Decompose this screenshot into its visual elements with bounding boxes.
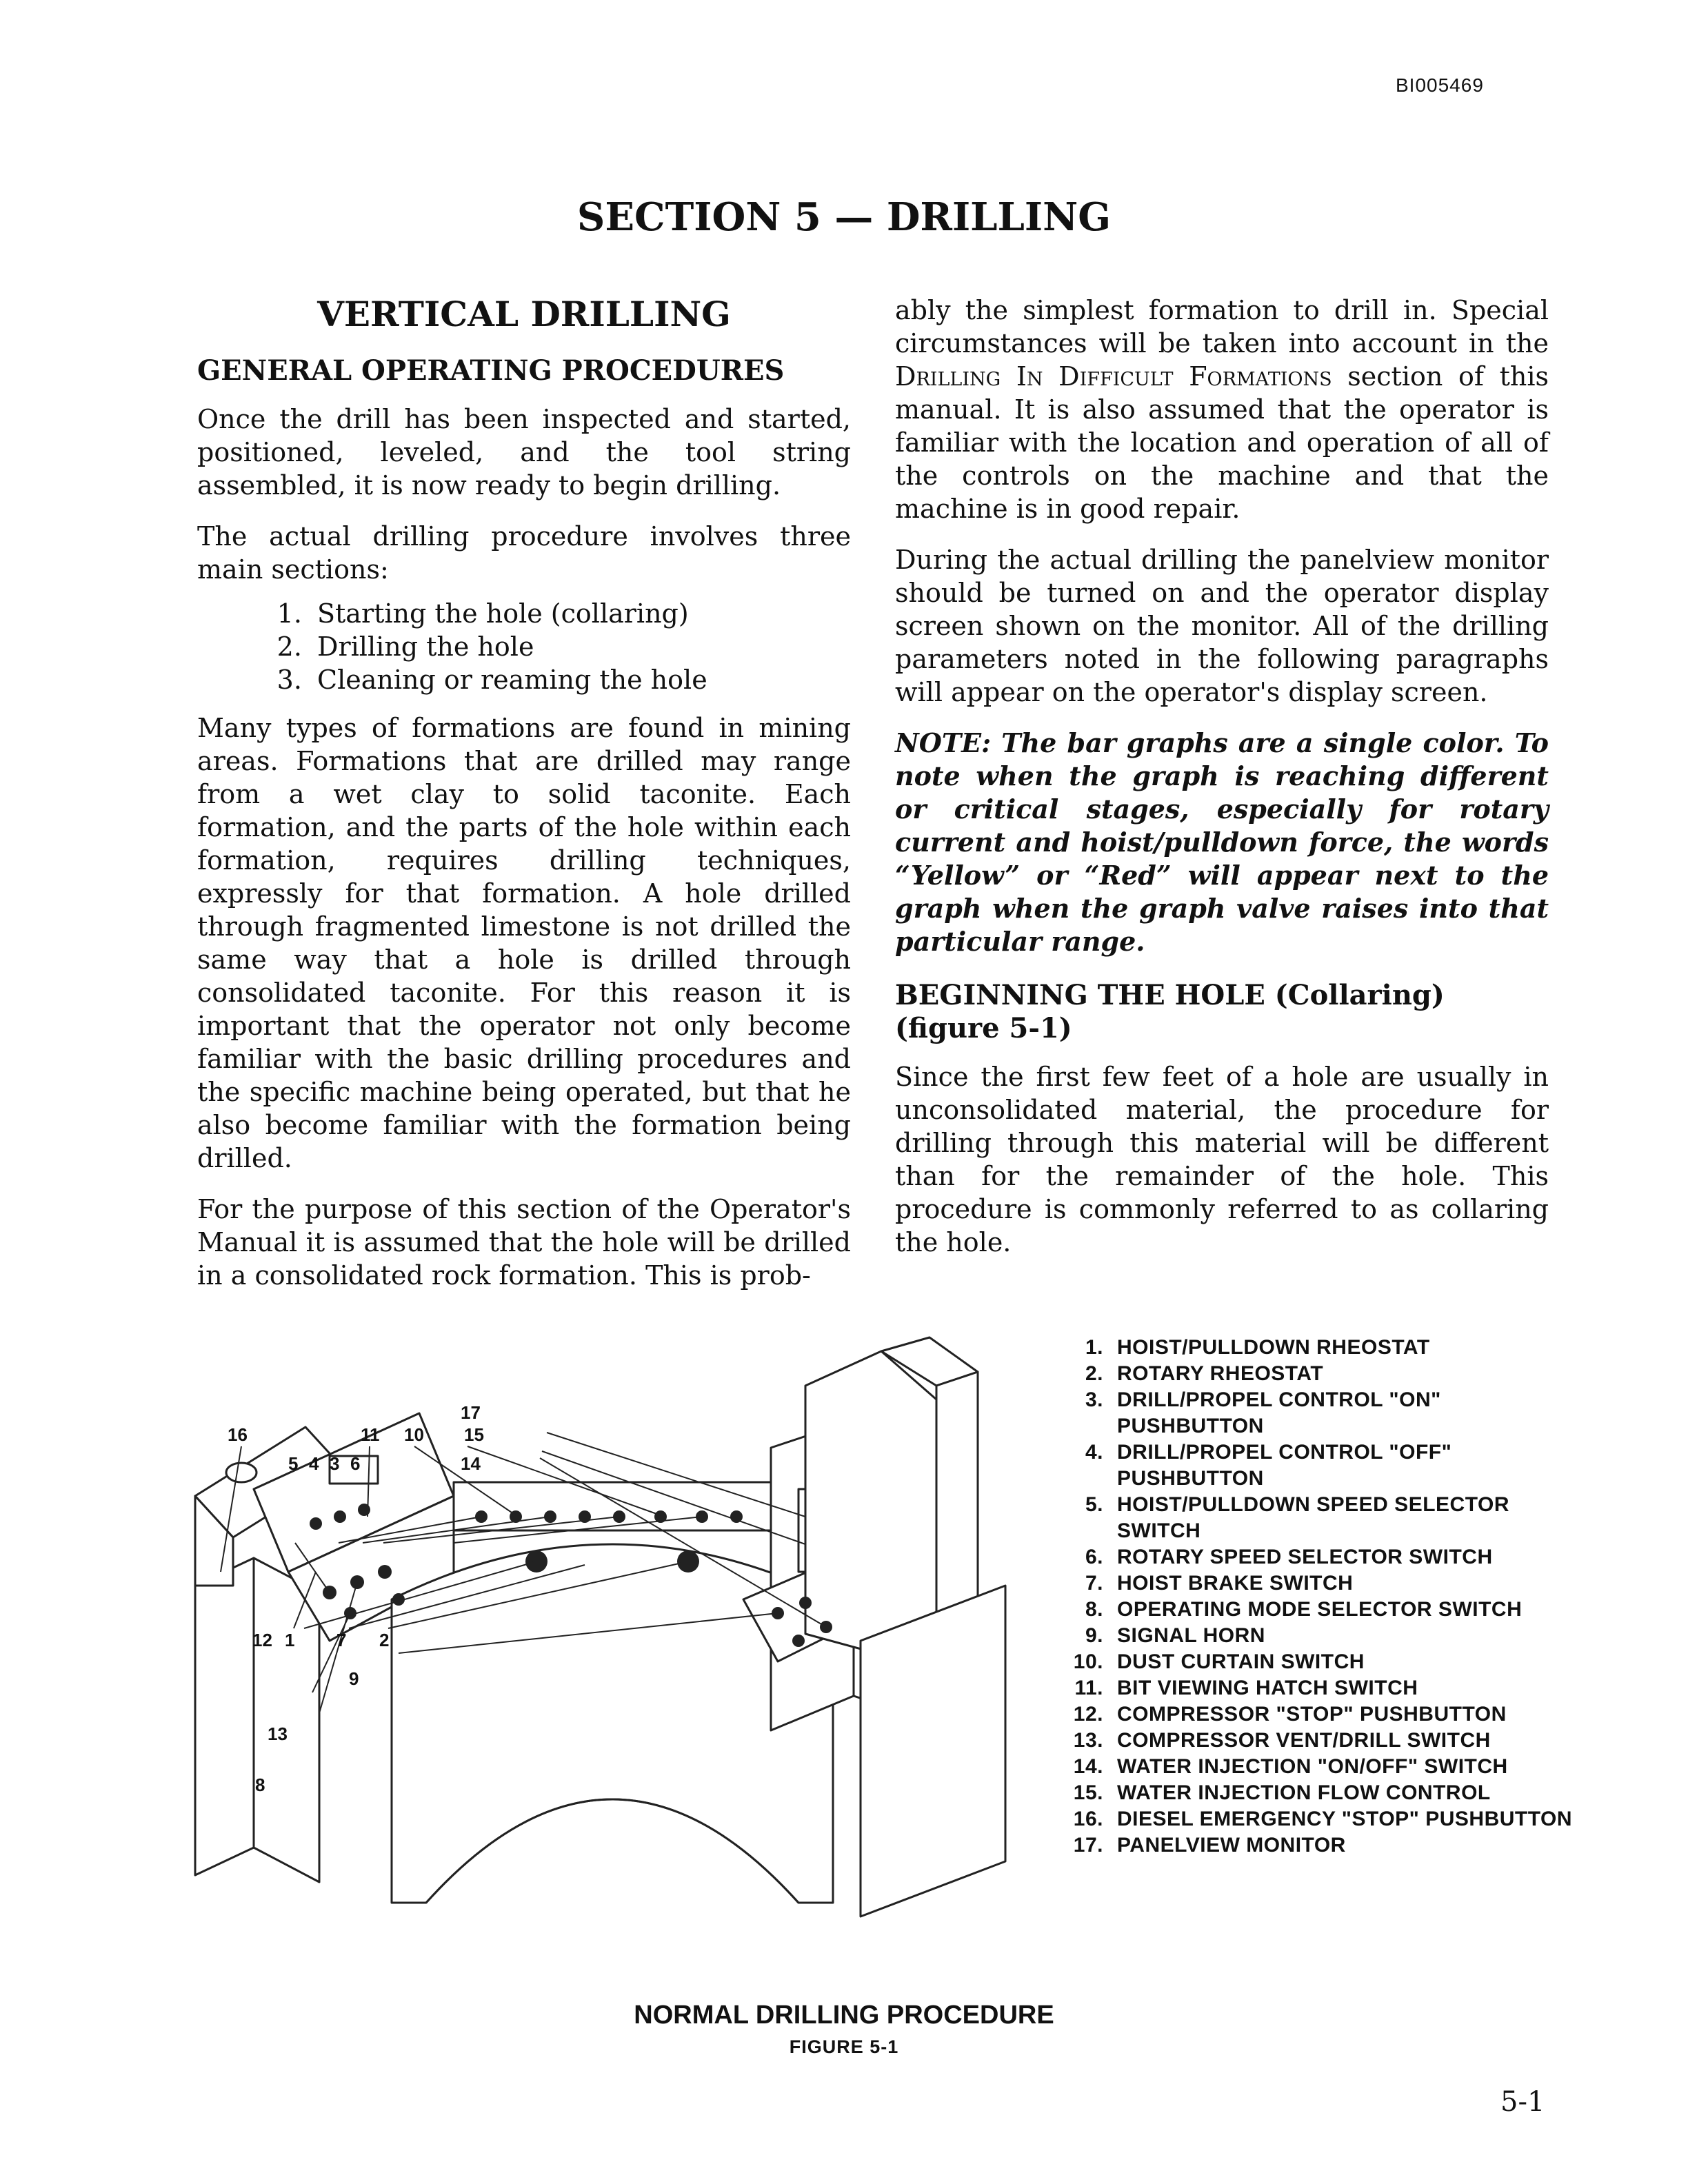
- legend-number: 5.: [1085, 1493, 1103, 1516]
- legend-number: 9.: [1085, 1624, 1103, 1647]
- legend-item: [1055, 1570, 1579, 1597]
- legend-item: [1055, 1361, 1579, 1387]
- paragraph-collaring: Since the first few feet of a hole are usually in unconsolidated material, the procedure for drilling through this material will be different than for the remainder of the hole. This procedure is commonly referred to as collaring the hole.: [895, 1062, 1549, 1257]
- right-cabinet: [861, 1586, 1005, 1917]
- callout-4: 4: [309, 1453, 319, 1474]
- callout-17: 17: [461, 1402, 481, 1423]
- legend-text: WATER INJECTION FLOW CONTROL: [1117, 1781, 1491, 1804]
- collaring-heading: BEGINNING THE HOLE (Collaring) (figure 5-1): [895, 979, 1445, 1044]
- callout-8: 8: [255, 1775, 265, 1795]
- step-item: 3. Cleaning or reaming the hole: [310, 663, 851, 696]
- legend-item: [1055, 1701, 1579, 1728]
- legend-number: 2.: [1085, 1362, 1103, 1385]
- callout-1: 1: [285, 1630, 295, 1650]
- legend-text: DIESEL EMERGENCY "STOP" PUSHBUTTON: [1117, 1808, 1573, 1830]
- legend-item: [1055, 1597, 1579, 1623]
- callout-13: 13: [268, 1723, 288, 1744]
- callout-12: 12: [252, 1630, 272, 1650]
- legend-number: 12.: [1073, 1703, 1103, 1726]
- legend-text: WATER INJECTION "ON/OFF" SWITCH: [1117, 1755, 1508, 1778]
- legend-text: PANELVIEW MONITOR: [1117, 1834, 1346, 1857]
- legend-item: [1055, 1832, 1579, 1859]
- callout-10: 10: [404, 1424, 424, 1445]
- procedure-steps-list: [197, 597, 851, 696]
- tower-side: [936, 1372, 978, 1620]
- legend-item: [1055, 1623, 1579, 1649]
- step-item: 1. Starting the hole (collaring): [310, 597, 851, 630]
- legend-number: 15.: [1073, 1781, 1103, 1804]
- page-number: 5-1: [1500, 2086, 1545, 2118]
- legend-text: DRILL/PROPEL CONTROL "OFF" PUSHBUTTON: [1117, 1441, 1452, 1490]
- figure-caption: NORMAL DRILLING PROCEDURE: [634, 2001, 1054, 2030]
- figure-legend: [1055, 1335, 1579, 1859]
- figure-number: FIGURE 5-1: [789, 2036, 899, 2057]
- legend-text: HOIST/PULLDOWN RHEOSTAT: [1117, 1336, 1430, 1359]
- paragraph-formations: Many types of formations are found in mining areas. Formations that are drilled may range from a wet clay to solid taconite. Each formation, and the parts of the hole within each formation, requires drilling techniques, expressly for that formation. A hole drilled through fragmented limestone is not drilled the same way that a hole is drilled through consolidated taconite. For this reason it is important that the operator not only become familiar with the basic drilling procedures and the specific machine being operated, but that he also become familiar with the formation being drilled.: [197, 713, 851, 1173]
- note-bar-graphs: NOTE: The bar graphs are a single color. To note when the graph is reaching different or critical stages, especially for rotary current and hoist/pulldown force, the words “Yellow” or “Red” will appear next to the graph when the graph valve raises into that particular range.: [895, 727, 1549, 957]
- callout-2: 2: [379, 1630, 390, 1650]
- section-reference: Drilling In Difficult Formations: [895, 361, 1332, 392]
- callout-7: 7: [336, 1630, 347, 1650]
- callout-15: 15: [464, 1424, 484, 1445]
- callout-11: 11: [361, 1424, 380, 1445]
- step-item: 2. Drilling the hole: [310, 630, 851, 663]
- legend-number: 6.: [1085, 1546, 1103, 1568]
- legend-item: [1055, 1649, 1579, 1675]
- callout-6: 6: [350, 1453, 361, 1474]
- legend-number: 16.: [1073, 1808, 1103, 1830]
- legend-text: BIT VIEWING HATCH SWITCH: [1117, 1677, 1418, 1699]
- legend-item: [1055, 1544, 1579, 1570]
- left-column: [197, 294, 851, 1310]
- paragraph-continuation: [895, 294, 1549, 525]
- legend-number: 11.: [1074, 1677, 1103, 1699]
- legend-number: 7.: [1085, 1572, 1103, 1595]
- legend-item: [1055, 1806, 1579, 1832]
- legend-number: 3.: [1085, 1388, 1103, 1411]
- general-procedures-heading: GENERAL OPERATING PROCEDURES: [197, 354, 785, 387]
- paragraph-panelview: During the actual drilling the panelview monitor should be turned on and the operator display screen shown on the monitor. All of the drilling parameters noted in the following paragraphs will appear on the operator's display screen.: [895, 545, 1549, 707]
- diesel-stop-knob: [226, 1463, 257, 1482]
- legend-number: 17.: [1073, 1834, 1103, 1857]
- legend-text: HOIST/PULLDOWN SPEED SELECTOR SWITCH: [1117, 1493, 1509, 1542]
- callout-16: 16: [228, 1424, 248, 1445]
- legend-number: 13.: [1073, 1729, 1103, 1752]
- legend-number: 14.: [1073, 1755, 1103, 1778]
- section-title: SECTION 5 — DRILLING: [576, 194, 1112, 240]
- legend-item: [1055, 1492, 1579, 1544]
- legend-number: 10.: [1073, 1650, 1103, 1673]
- legend-item: [1055, 1780, 1579, 1806]
- legend-item: [1055, 1335, 1579, 1361]
- legend-text: ROTARY RHEOSTAT: [1117, 1362, 1324, 1385]
- legend-text: DUST CURTAIN SWITCH: [1117, 1650, 1365, 1673]
- right-column: [895, 294, 1549, 1277]
- legend-text: COMPRESSOR VENT/DRILL SWITCH: [1117, 1729, 1491, 1752]
- legend-item: [1055, 1728, 1579, 1754]
- callout-3: 3: [330, 1453, 340, 1474]
- paragraph-purpose: For the purpose of this section of the Operator's Manual it is assumed that the hole will be drilled in a consolidated rock formation. This is prob-: [197, 1194, 851, 1291]
- drill-console-illustration: [192, 1310, 1054, 1944]
- paragraph-intro: Once the drill has been inspected and started, positioned, leveled, and the tool string assembled, it is now ready to begin drilling.: [197, 404, 851, 501]
- legend-number: 1.: [1085, 1336, 1103, 1359]
- callout-14: 14: [461, 1453, 481, 1474]
- legend-number: 8.: [1085, 1598, 1103, 1621]
- legend-text: OPERATING MODE SELECTOR SWITCH: [1117, 1598, 1523, 1621]
- legend-text: HOIST BRAKE SWITCH: [1117, 1572, 1354, 1595]
- legend-text: DRILL/PROPEL CONTROL "ON" PUSHBUTTON: [1117, 1388, 1441, 1437]
- right-tower: [805, 1351, 936, 1655]
- vertical-drilling-heading: VERTICAL DRILLING: [317, 294, 731, 334]
- paragraph-sections: The actual drilling procedure involves three main sections:: [197, 521, 851, 585]
- callout-9: 9: [349, 1668, 359, 1689]
- legend-item: [1055, 1675, 1579, 1701]
- legend-item: [1055, 1387, 1579, 1439]
- legend-number: 4.: [1085, 1441, 1103, 1464]
- paragraph-text: section of this manual. It is also assumed that the operator is familiar with the location and operation of all of the controls on the machine and that the machine is in good repair.: [895, 361, 1549, 524]
- legend-item: [1055, 1754, 1579, 1780]
- legend-text: ROTARY SPEED SELECTOR SWITCH: [1117, 1546, 1493, 1568]
- callout-5: 5: [288, 1453, 299, 1474]
- left-cabinet-side: [195, 1558, 254, 1875]
- legend-item: [1055, 1439, 1579, 1492]
- legend-text: COMPRESSOR "STOP" PUSHBUTTON: [1117, 1703, 1507, 1726]
- document-id: BI005469: [1396, 74, 1484, 96]
- paragraph-text: ably the simplest formation to drill in. Special circumstances will be taken into account in the: [895, 295, 1549, 358]
- legend-text: SIGNAL HORN: [1117, 1624, 1265, 1647]
